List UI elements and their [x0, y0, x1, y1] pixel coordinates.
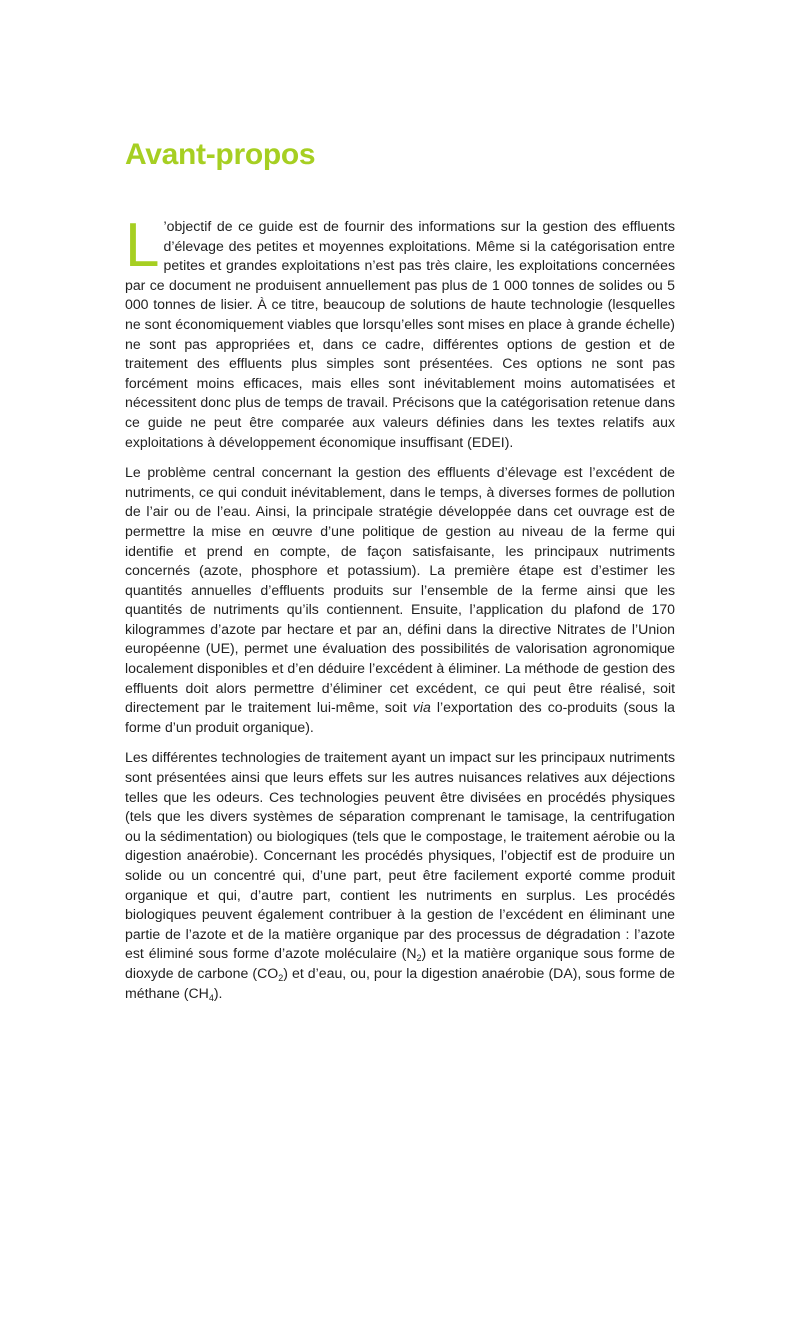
paragraph-intro	[125, 211, 675, 452]
paragraph-technologies-text-4: ).	[213, 984, 223, 1001]
subscript-n2: 2	[416, 953, 422, 964]
paragraph-technologies-text-3: ) et d’eau, ou, pour la digestion anaérobie (DA), sous forme de méthane (CH	[125, 964, 675, 1001]
paragraph-technologies-text-2: ) et la matière organique sous forme de dioxyde de carbone (CO	[125, 945, 675, 981]
drop-cap: L	[125, 211, 160, 280]
page-title: Avant-propos	[125, 138, 316, 171]
paragraph-strategy-text: Le problème central concernant la gestion des effluents d’élevage est l’excédent de nutriments, ce qui conduit inévitablement, dans le temps, à diverses formes de pollution de l’air ou de l’eau. Ainsi, la principale stratégie développée dans cet ouvrage est de permettre la mise en œuvre d’une politique de gestion au niveau de la ferme qui identifie et prend en compte, de façon satisfaisante, les principaux nutriments concernés (azote, phosphore et potassium). La première étape est d’estimer les quantités annuelles d’effluents produits sur l’ensemble de la ferme ainsi que les quantités de nutriments qu’ils contiennent. Ensuite, l’application du plafond de 170 kilogrammes d’azote par hectare et par an, défini dans la directive Nitrates de l’Union européenne (UE), permet une évaluation des possibilités de valorisation agronomique localement disponibles et d’en déduire l’excédent à éliminer. La méthode de gestion des effluents doit alors permettre d’éliminer cet excédent, ce qui peut être réalisé, soit directement par le traitement lui-même, soit	[125, 464, 675, 716]
paragraph-intro-text: ’objectif de ce guide est de fournir des informations sur la gestion des effluents d’élevage des petites et moyennes exploitations. Même si la catégorisation entre petites et grandes exploitations n’est pas très claire, les exploitations concernées par ce document ne produisent annuellement pas plus de 1 000 tonnes de solides ou 5 000 tonnes de lisier. À ce titre, beaucoup de solutions de haute technologie (lesquelles ne sont économiquement viables que lorsqu’elles sont mises en place à grande échelle) ne sont pas appropriées et, dans ce cadre, différentes options de gestion et de traitement des effluents plus simples sont présentées. Ces options ne sont pas forcément moins efficaces, mais elles sont inévitablement moins automatisées et nécessitent donc plus de temps de travail. Précisons que la catégorisation retenue dans ce guide ne peut être comparée aux valeurs définies dans les textes relatifs aux exploitations à développement économique insuffisant (EDEI).	[125, 218, 675, 450]
paragraph-technologies	[125, 748, 675, 1003]
body-text	[125, 211, 675, 1003]
paragraph-technologies-text: Les différentes technologies de traitement ayant un impact sur les principaux nutriments sont présentées ainsi que leurs effets sur les autres nuisances relatives aux déjections telles que les odeurs. Ces technologies peuvent être divisées en procédés physiques (tels que les divers systèmes de séparation comprenant le tamisage, la centrifugation ou la sédimentation) ou biologiques (tels que le compostage, le traitement aérobie ou la digestion anaérobie). Concernant les procédés physiques, l’objectif est de produire un solide ou un concentré qui, d’une part, peut être facilement exporté comme produit organique et qui, d’autre part, contient les nutriments en surplus. Les procédés biologiques peuvent également contribuer à la gestion de l’excédent en éliminant une partie de l’azote et de la matière organique par des processus de dégradation : l’azote est éliminé sous forme d’azote moléculaire (N	[125, 749, 675, 962]
paragraph-strategy-end: l’exportation des co-produits (sous la forme d’un produit organique).	[125, 699, 675, 735]
italic-word: via	[412, 699, 431, 716]
paragraph-strategy	[125, 463, 675, 737]
subscript-ch4: 4	[208, 992, 214, 1003]
subscript-co2: 2	[278, 972, 284, 983]
